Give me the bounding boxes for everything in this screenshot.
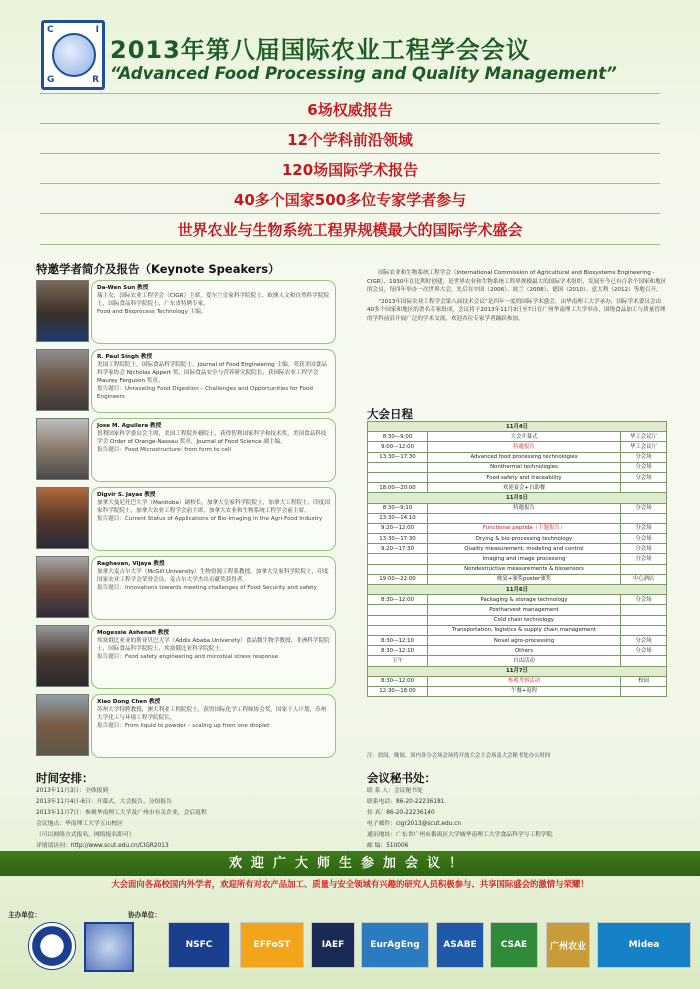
schedule-event: Food safety and traceability [428,472,621,482]
schedule-time: 13:30—17:30 [368,452,428,462]
contact-key: 邮 编： [367,843,387,849]
schedule-venue: 分会场 [621,595,667,605]
speaker-topic: 报告题目：Food safety engineering and microbial stress response [97,654,279,660]
sponsor-logo: CSAE [490,922,538,968]
contact-row [367,819,667,830]
speaker-photo [36,349,89,411]
schedule-row [368,513,667,523]
speakers-title: 特邀学者简介及报告（Keynote Speakers） [36,262,280,276]
schedule-venue: 华工会议厅 [621,432,667,442]
schedule-row [368,686,667,696]
schedule-row [368,615,667,625]
globe-icon [52,33,96,77]
contact-key: 联系电话： [367,799,396,805]
contact-key: 联 系 人： [367,788,394,794]
sponsor-logo: 广州农业 [546,922,590,968]
secretariat-title: 会议秘书处： [367,771,436,785]
contact-value: 510006 [386,843,409,849]
schedule-row [368,442,667,452]
schedule-time: 8:30—9:00 [368,432,428,442]
schedule-time: 13:30—14:10 [368,513,428,523]
schedule-row [368,666,667,676]
schedule-event: 参观考察活动 [428,676,621,686]
speaker-name: Raghavan, Vijaya 教授 [97,561,165,567]
schedule-row [368,452,667,462]
highlight-line: 12个学科前沿领域 [287,131,413,149]
speaker-bio: 瑞士女，国际农业工程学会（CIGR）主席，爱尔兰皇家科学院院士、欧洲人文和自然科学院院士，国际食品科学院院士，广东省特聘专家， [97,293,329,307]
speaker-name: R. Paul Singh 教授 [97,354,153,360]
schedule-row [368,432,667,442]
schedule-time: 8:30—9:10 [368,503,428,513]
schedule-event [428,513,621,523]
schedule-note: 注：晨间、晚间、周内各分会场会场将开放大会主会场及大会秘书处办公时间 [367,753,551,759]
intro-paragraph: “2013年国际农业工程学会第八届技术会议”是四年一度的国际学术盛会，由华南理工大学承办，国际学术委员会由40多个国家和地区的著名专家组成，会议将于2013年11月3日至7日在广州华南理工大学举办，围绕食品加工与质量管理的学科前沿开展广泛的学术交流，欢迎各位专家学者踊跃参加。 [367,298,666,322]
schedule-time [368,625,428,635]
logo-letter: G [47,75,55,85]
speaker-card [36,418,336,484]
speaker-bio: 智利国家科学委员会主席，美国工程院外籍院士，获得智利国家科学和技术奖，美国食品科技学会 Order of Orange-Nassau 奖章，Journal of Food Science 副主编。 [97,431,327,445]
speaker-bio: 加拿大麦吉尔大学（McGill University）生物资源工程系教授，加拿大皇家科学院院士，印度国家农业工程学会荣誉会员，麦吉尔大学杰出贡献奖获得者。 [97,569,329,583]
speaker-bio: 美国工程院院士，国际食品科学院院士，Journal of Food Engineering 主编。荣获美国食品科学家协会 Nicholas Appert 奖，国际食品安全与营养研究院院长，获国际农业工程学会 Maurey Ferguson 奖章。 [97,362,327,384]
schedule-venue [621,605,667,615]
sponsor-logo: ASABE [436,922,484,968]
speaker-topic: Food and Bioprocess Technology 主编。 [97,309,207,315]
schedule-row [368,554,667,564]
sponsor-logo: EurAgEng [361,922,429,968]
page-subtitle: “Advanced Food Processing and Quality Management” [110,64,617,83]
intro-paragraph: 国际农业和生物系统工程学会（International Commission of Agricultural and Biosystems Engineering - CIGR），1930年在比利时创建，是世界农业和生物系统工程界规模最大的国际学术组织，发展至今已有百余个国家和地区的会员，每四年举办一次世界大会，先后在中国（2006）、波兰（2008）、德国（2010）、意大利（2012）等地召开。 [367,270,667,294]
speaker-photo [36,556,89,618]
schedule-venue [621,656,667,666]
speaker-name: Jose M. Aguilera 教授 [97,423,162,429]
divider [40,153,660,154]
schedule-table [367,421,667,697]
schedule-time: 12:30—18:00 [368,686,428,696]
speaker-name: Xiao Dong Chen 教授 [97,699,161,705]
schedule-venue: 分会场 [621,554,667,564]
schedule-event: 晚宴+颁奖poster颁奖 [428,574,621,584]
divider [40,183,660,184]
contact-key: 通讯地址： [367,832,396,838]
schedule-event: Functional peptide（主题报告） [428,523,621,533]
schedule-venue: 分会场 [621,523,667,533]
schedule-venue: 分会场 [621,534,667,544]
highlight-line: 40多个国家500多位专家学者参与 [233,191,467,209]
sponsor-logo: NSFC [168,922,230,968]
highlight-line: 世界农业与生物系统工程界规模最大的国际学术盛会 [177,221,523,239]
schedule-time: 9:00—12:00 [368,442,428,452]
schedule-time: 8:30—12:10 [368,635,428,645]
schedule-row [368,595,667,605]
schedule-venue: 华工会议厅 [621,442,667,452]
contact-value: 86-20-22236181 [396,799,445,805]
schedule-event: 特邀报告 [428,442,621,452]
schedule-venue: 校园 [621,676,667,686]
schedule-day: 11月5日 [368,493,667,503]
welcome-banner [0,851,700,876]
divider [40,123,660,124]
schedule-event: Novel agro-processing [428,635,621,645]
schedule-row [368,676,667,686]
schedule-title: 大会日程 [367,407,413,421]
schedule-row [368,544,667,554]
logo-letter: C [47,25,54,35]
speaker-topic: 报告题目：Current Status of Applications of Bio-imaging in the Agri-Food Industry [97,516,323,522]
schedule-time [368,472,428,482]
schedule-event: Transportation, logistics & supply chain management [428,625,621,635]
contact-row [367,797,667,808]
schedule-event: Quality measurement, modeling and control [428,544,621,554]
speaker-topic: 报告题目：Unraveling Food Digestion – Challenges and Opportunities for Food Engineers [97,386,313,400]
schedule-time: 19:00—22:00 [368,574,428,584]
schedule-event: 欢迎宴会+自助餐 [428,483,621,493]
contact-row [367,830,667,841]
divider [40,213,660,214]
schedule-row [368,635,667,645]
schedule-venue: 分会场 [621,472,667,482]
schedule-time [368,462,428,472]
schedule-venue [621,686,667,696]
schedule-day: 11月6日 [368,585,667,595]
schedule-time [368,615,428,625]
schedule-venue: 分会场 [621,544,667,554]
schedule-event: Imaging and image processing [428,554,621,564]
contact-key: 电子邮件： [367,821,396,827]
schedule-row [368,564,667,574]
schedule-time: 下午 [368,656,428,666]
schedule-row [368,574,667,584]
timeline-item: 详情请访问：http://www.scut.edu.cn/CIGR2013 [36,843,169,849]
schedule-row [368,472,667,482]
timeline-item: 2013年11月4日-6日：开幕式、大会报告、分组报告 [36,799,172,805]
schedule-venue [621,564,667,574]
speaker-photo [36,487,89,549]
page-title: 2013年第八届国际农业工程学会会议 [110,36,531,64]
speaker-name: Mogessie Ashenafi 教授 [97,630,169,636]
speaker-topic: 报告题目：Food Microstructure: from form to cell [97,447,231,453]
speaker-photo [36,280,89,342]
schedule-row [368,493,667,503]
schedule-venue [621,615,667,625]
contact-value: 广东省广州市番禺区大学城华南理工大学食品科学与工程学院 [396,832,553,838]
schedule-event: 午餐+返程 [428,686,621,696]
speaker-card [36,556,336,622]
timeline-item: 2013年11月3日：全体报到 [36,788,109,794]
schedule-row [368,605,667,615]
schedule-venue [621,513,667,523]
call-for-participation: 大会面向各高校国内外学者，欢迎所有对农产品加工、质量与安全领域有兴趣的研究人员积极参与、共享国际盛会的激情与荣耀！ [111,879,589,889]
schedule-row [368,503,667,513]
speaker-photo [36,694,89,756]
schedule-row [368,625,667,635]
organizers-label: 主办单位： [8,911,41,919]
schedule-event: Cold chain technology [428,615,621,625]
speaker-card [36,280,336,346]
timeline-item: 会议地点：华南理工大学五山校区 [36,821,123,827]
cigr-logo [41,20,105,90]
contact-value[interactable]: cigr2013@scut.edu.cn [396,821,462,827]
timeline-item: 2013年11月7日：参观华南理工大学及广州市有关企业，会后返程 [36,810,207,816]
schedule-event: Postharvest management [428,605,621,615]
schedule-row [368,422,667,432]
sponsor-logo: Midea [597,922,691,968]
divider [40,93,660,94]
speaker-name: Digvir S. Jayas 教授 [97,492,156,498]
schedule-venue: 分会场 [621,646,667,656]
speaker-photo [36,625,89,687]
contact-key: 传 真： [367,810,387,816]
contact-value: 会议秘书处 [393,788,423,794]
contact-row [367,786,667,797]
schedule-venue: 分会场 [621,635,667,645]
speaker-bio: 苏州大学特聘教授，澳大利亚工程院院士，获得国际化学工程师协会奖，国家千人计划，苏州大学化工与环境工程学院院长， [97,707,327,721]
contact-value: 86-20-22236140 [386,810,435,816]
schedule-event: Drying & bio-processing technology [428,534,621,544]
schedule-day: 11月4日 [368,422,667,432]
schedule-row [368,462,667,472]
schedule-row [368,656,667,666]
schedule-row [368,523,667,533]
organizer-logo [28,922,76,970]
schedule-event: Nonthermal technologies [428,462,621,472]
speaker-topic: 报告题目：Innovations towards meeting challenges of Food Security and safety [97,585,317,591]
schedule-venue: 分会场 [621,503,667,513]
schedule-event: 特邀报告 [428,503,621,513]
conference-intro [367,269,667,327]
organizer-logo [84,922,134,972]
schedule-time [368,605,428,615]
sponsor-logo: EFFoST [240,922,304,968]
schedule-event: Others [428,646,621,656]
speaker-card [36,694,336,760]
schedule-venue: 分会场 [621,452,667,462]
contact-row [367,808,667,819]
schedule-event: 自由活动 [428,656,621,666]
speaker-card [36,625,336,691]
schedule-time: 8:30—12:00 [368,595,428,605]
highlight-line: 6场权威报告 [307,101,393,119]
schedule-event: 大会开幕式 [428,432,621,442]
schedule-time [368,564,428,574]
speaker-card [36,349,336,415]
speaker-card [36,487,336,553]
schedule-row [368,534,667,544]
schedule-time: 9:20—17:30 [368,544,428,554]
schedule-row [368,483,667,493]
secretariat-list [367,786,667,852]
cosponsors-label: 协办单位： [128,911,161,919]
schedule-time: 9:20—12:00 [368,523,428,533]
timeline-item: （可以网络方式报名，网络报名即可） [36,832,135,838]
schedule-event: Nondestructive measurements & biosensors [428,564,621,574]
schedule-venue: 分会场 [621,462,667,472]
schedule-time: 8:30—12:10 [368,646,428,656]
logo-letter: I [95,25,99,35]
logo-letter: R [92,75,99,85]
speaker-bio: 埃塞俄比亚亚的斯亚贝巴大学（Addis Ababa University）食品微生物学教授，非洲科学院院士，国际食品科学院院士，埃塞俄比亚科学院院士。 [97,638,330,652]
schedule-venue [621,483,667,493]
schedule-row [368,585,667,595]
speaker-name: Da-Wen Sun 教授 [97,285,149,291]
schedule-time: 8:30—12:00 [368,676,428,686]
schedule-time: 18:00—20:00 [368,483,428,493]
sponsor-logo: IAEF [311,922,355,968]
divider [40,244,660,245]
schedule-row [368,646,667,656]
speaker-bio: 加拿大曼尼托巴大学（Manitoba）副校长，加拿大皇家科学院院士，加拿大工程院士，印度国家科学院院士，加拿大农业工程学会前主席，加拿大农业和生物系统工程学会前主席。 [97,500,330,514]
schedule-time: 13:30—17:30 [368,534,428,544]
schedule-venue [621,625,667,635]
schedule-event: Packaging & storage technology [428,595,621,605]
schedule-event: Advanced food processing technologies [428,452,621,462]
highlight-line: 120场国际学术报告 [281,161,419,179]
speaker-topic: 报告题目：From liquid to powder – scaling up from one droplet [97,723,270,729]
welcome-text: 欢迎广大师生参加会议！ [228,856,471,871]
schedule-day: 11月7日 [368,666,667,676]
schedule-venue: 中心酒店 [621,574,667,584]
schedule-time [368,554,428,564]
speaker-photo [36,418,89,480]
timeline-title: 时间安排： [36,771,94,785]
